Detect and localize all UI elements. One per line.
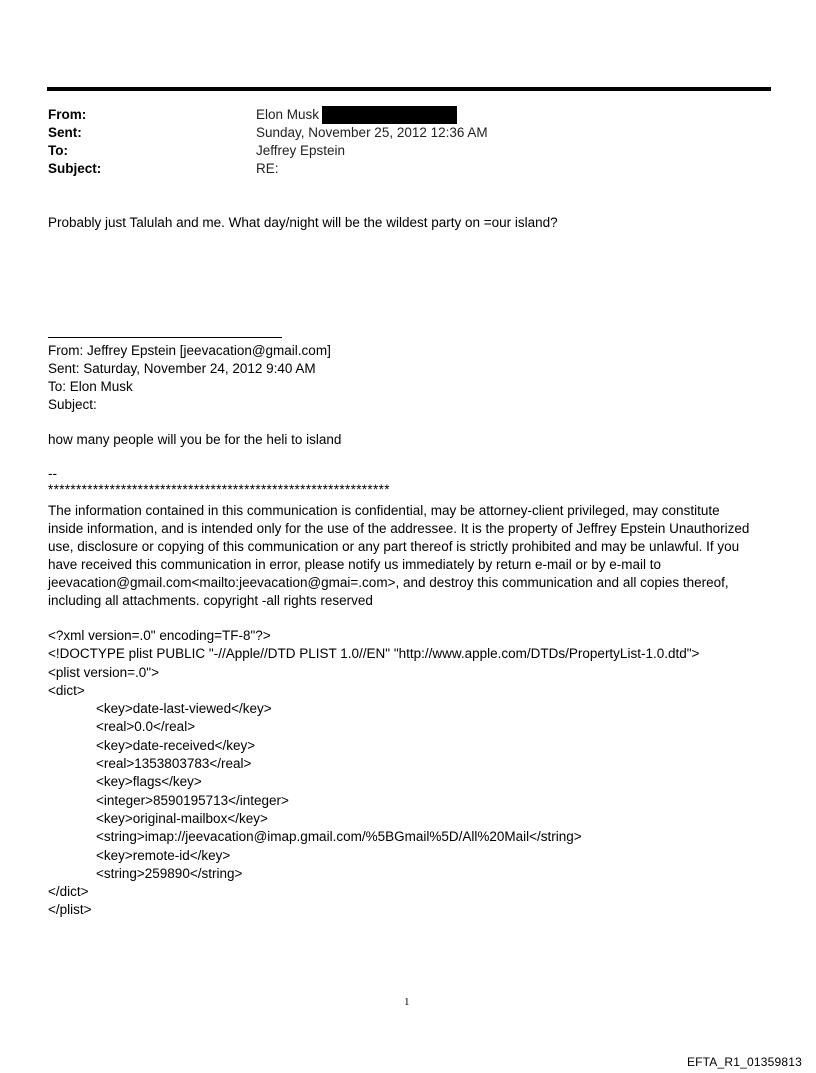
disclaimer-line: including all attachments. copyright -all rights reserved [48,593,373,608]
quoted-header [48,342,331,414]
disclaimer-line: use, disclosure or copying of this communication or any part thereof is strictly prohibited and may be unlawful. If you [48,539,740,554]
quoted-body: how many people will you be for the heli to island [48,432,342,447]
disclaimer-line: The information contained in this communication is confidential, may be attorney-client privileged, may constitute [48,503,720,518]
sent-label: Sent: [48,125,82,140]
email-header [48,106,488,178]
xml-line: <integer>8590195713</integer> [96,792,289,808]
disclaimer-line: have received this communication in error, please notify us immediately by return e-mail or by e-mail to [48,557,662,572]
xml-line: <?xml version=.0" encoding=TF-8"?> [48,628,271,643]
to-row [48,142,488,160]
xml-line: <string>259890</string> [96,865,243,881]
quote-divider [48,337,282,338]
xml-line: <!DOCTYPE plist PUBLIC "-//Apple//DTD PLIST 1.0//EN" "http://www.apple.com/DTDs/PropertyList-1.0.dtd"> [48,646,700,662]
xml-line: <key>original-mailbox</key> [96,810,268,826]
xml-line: <key>flags</key> [96,774,202,790]
email-body: Probably just Talulah and me. What day/night will be the wildest party on =our island? [48,215,558,230]
to-label: To: [48,143,68,158]
disclaimer [48,502,768,610]
xml-line: <string>imap://jeevacation@imap.gmail.com/%5BGmail%5D/All%20Mail</string> [96,829,582,845]
xml-line: <key>date-received</key> [96,737,256,753]
xml-block [48,627,699,920]
subject-value: RE: [256,161,279,176]
quoted-to: To: Elon Musk [48,379,133,394]
from-row [48,106,488,124]
from-value [256,106,457,124]
sent-value: Sunday, November 25, 2012 12:36 AM [256,125,488,140]
xml-line: </dict> [48,884,89,900]
page-number: 1 [404,996,410,1008]
to-value: Jeffrey Epstein [256,143,346,158]
quoted-from: From: Jeffrey Epstein [jeevacation@gmail.com] [48,343,331,358]
xml-line: <plist version=.0"> [48,664,159,680]
signature-dash: -- [48,466,57,481]
sent-row [48,124,488,142]
from-label: From: [48,107,87,122]
disclaimer-line: inside information, and is intended only for the use of the addressee. It is the property of Jeffrey Epstein Unauthorized [48,521,750,536]
from-name: Elon Musk [256,107,320,122]
xml-line: </plist> [48,902,92,918]
xml-line: <dict> [48,682,85,698]
top-rule [47,87,771,91]
bates-number: EFTA_R1_01359813 [686,1055,802,1069]
subject-label: Subject: [48,161,102,176]
xml-line: <key>date-last-viewed</key> [96,701,272,717]
disclaimer-line: jeevacation@gmail.com<mailto:jeevacation@gmai=.com>, and destroy this communication and all copies thereof, [48,575,729,590]
redaction-box [322,106,457,124]
xml-line: <real>0.0</real> [96,719,196,735]
quoted-sent: Sent: Saturday, November 24, 2012 9:40 AM [48,361,316,376]
star-separator: ************************************************************* [48,482,390,497]
xml-line: <real>1353803783</real> [96,756,252,772]
subject-row [48,160,488,178]
xml-line: <key>remote-id</key> [96,847,231,863]
quoted-subject: Subject: [48,397,97,412]
